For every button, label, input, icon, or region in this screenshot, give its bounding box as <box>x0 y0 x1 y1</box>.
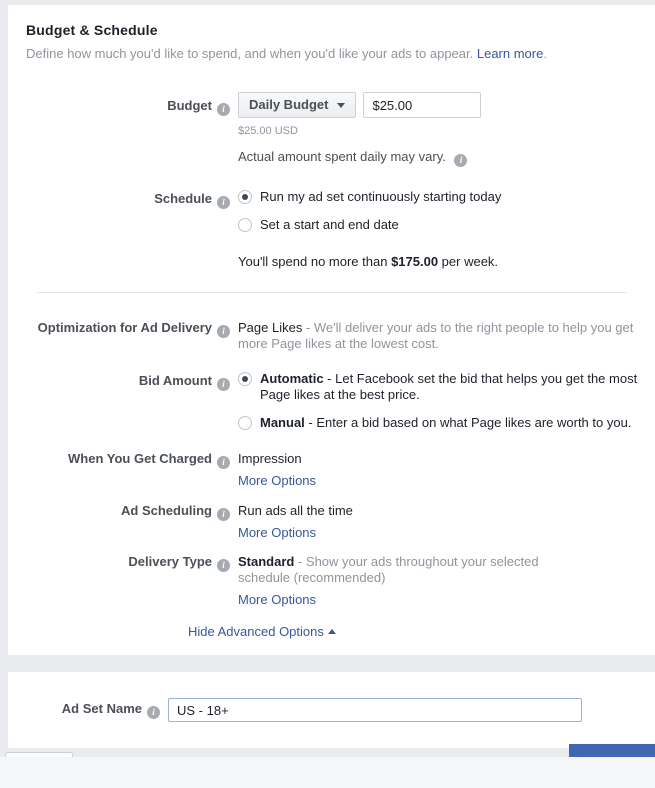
subtitle-text: Define how much you'd like to spend, and when you'd like your ads to appear. <box>26 46 477 61</box>
when-charged-more-options-link[interactable]: More Options <box>238 473 317 488</box>
ad-scheduling-value: Run ads all the time <box>238 503 353 518</box>
chevron-up-icon <box>328 629 336 634</box>
ad-set-name-input[interactable] <box>168 698 582 722</box>
delivery-type-label: Delivery Type i <box>8 554 230 572</box>
ad-set-name-card <box>8 672 655 748</box>
bid-amount-label: Bid Amount i <box>8 371 230 391</box>
bid-option-name: Manual <box>260 415 305 430</box>
info-icon[interactable]: i <box>454 154 467 167</box>
info-icon[interactable]: i <box>217 196 230 209</box>
info-icon[interactable]: i <box>217 508 230 521</box>
budget-type-label: Daily Budget <box>249 97 329 112</box>
bid-option-automatic[interactable] <box>238 371 650 403</box>
bid-option-name: Automatic <box>260 371 324 386</box>
budget-controls <box>238 92 650 139</box>
section-divider <box>36 292 627 293</box>
budget-schedule-form <box>8 92 655 639</box>
radio-button[interactable] <box>238 218 252 232</box>
optimization-description: - We'll deliver your ads to the right people to help you get more Page likes at the lowest cost. <box>238 320 634 351</box>
ad-scheduling-row <box>8 503 655 541</box>
page-subtitle <box>26 46 637 61</box>
chevron-down-icon <box>337 103 345 108</box>
bid-option-description: - Let Facebook set the bid that helps you get the most Page likes at the best price. <box>260 371 638 402</box>
hide-advanced-options-link[interactable]: Hide Advanced Options <box>188 624 336 639</box>
schedule-row <box>8 189 655 233</box>
info-icon[interactable]: i <box>217 559 230 572</box>
delivery-type-description: - Show your ads throughout your selected schedule (recommended) <box>238 554 539 585</box>
ad-set-name-label: Ad Set Name i <box>8 701 160 719</box>
info-icon[interactable]: i <box>147 706 160 719</box>
radio-button[interactable] <box>238 416 252 430</box>
schedule-option-start-end[interactable] <box>238 217 650 233</box>
spend-note: You'll spend no more than $175.00 per week. <box>238 254 499 269</box>
budget-schedule-card <box>8 5 655 655</box>
info-icon[interactable]: i <box>217 378 230 391</box>
bottom-strip <box>0 757 655 788</box>
optimization-selected: Page Likes <box>238 320 303 335</box>
optimization-label: Optimization for Ad Delivery i <box>8 320 230 338</box>
info-icon[interactable]: i <box>217 325 230 338</box>
continue-button[interactable] <box>569 744 655 757</box>
when-charged-label: When You Get Charged i <box>8 451 230 469</box>
vary-note: Actual amount spent daily may vary. i <box>238 149 650 167</box>
bid-amount-row <box>8 371 655 431</box>
info-icon[interactable]: i <box>217 456 230 469</box>
budget-converted-amount: $25.00 USD <box>238 125 298 137</box>
info-icon[interactable]: i <box>217 103 230 116</box>
budget-row <box>8 92 655 139</box>
delivery-type-row <box>8 554 655 608</box>
when-charged-row <box>8 451 655 489</box>
budget-label: Budget i <box>8 92 230 116</box>
schedule-label: Schedule i <box>8 189 230 209</box>
learn-more-link[interactable]: Learn more <box>476 46 544 61</box>
schedule-option-label: Run my ad set continuously starting today <box>260 189 502 204</box>
vary-note-row <box>8 139 655 167</box>
radio-button[interactable] <box>238 372 252 386</box>
ad-scheduling-more-options-link[interactable]: More Options <box>238 525 317 540</box>
delivery-type-value: Standard <box>238 554 295 569</box>
schedule-option-continuous[interactable] <box>238 189 650 205</box>
optimization-value <box>238 320 650 352</box>
bid-option-manual[interactable] <box>238 415 650 431</box>
ad-scheduling-label: Ad Scheduling i <box>8 503 230 521</box>
radio-button[interactable] <box>238 190 252 204</box>
optimization-row <box>8 320 655 352</box>
budget-amount-input[interactable] <box>363 92 481 118</box>
when-charged-value: Impression <box>238 451 302 466</box>
card-header <box>8 22 655 61</box>
footer-band <box>0 748 655 757</box>
schedule-option-label: Set a start and end date <box>260 217 399 232</box>
spend-note-row <box>8 233 655 270</box>
budget-type-dropdown[interactable] <box>238 92 356 118</box>
page-title: Budget & Schedule <box>26 22 158 38</box>
delivery-type-more-options-link[interactable]: More Options <box>238 592 317 607</box>
bid-option-description: - Enter a bid based on what Page likes are worth to you. <box>304 415 632 430</box>
spend-amount: $175.00 <box>391 254 439 269</box>
subtitle-period: . <box>543 46 547 61</box>
